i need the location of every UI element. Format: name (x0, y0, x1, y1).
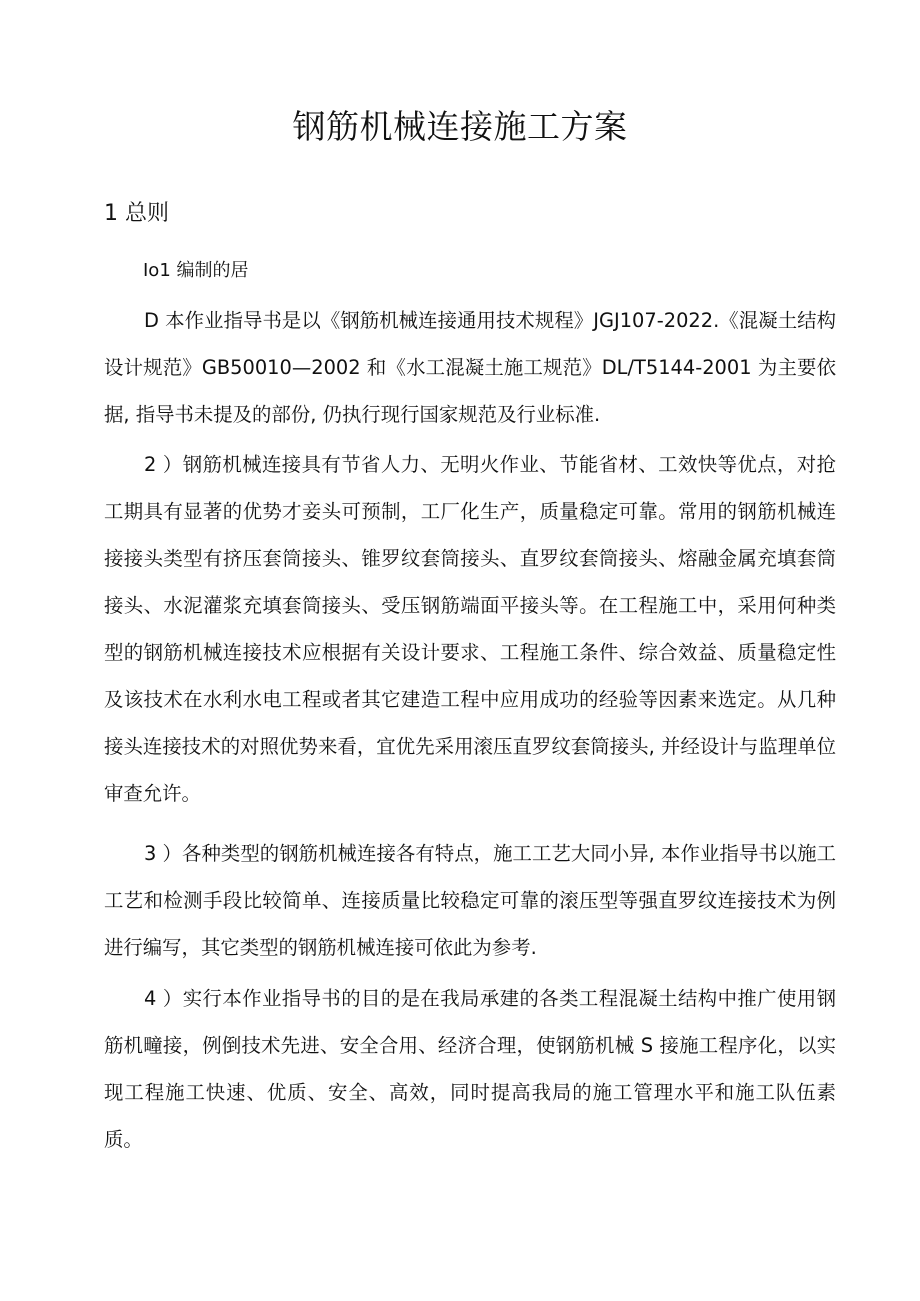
document-title: 钢筋机械连接施工方案 (292, 107, 628, 146)
section-heading: 1 总则 (104, 201, 169, 226)
paragraph-1: D 本作业指导书是以《钢筋机械连接通用技术规程》JGJ107-2022.《混凝土结构设计规范》GB50010—2002 和《水工混凝土施工规范》DL/T5144-2001 为主要依据, 指导书未提及的部份, 仍执行现行国家规范及行业标准. (104, 309, 836, 426)
subsection-heading: Io1 编制的居 (143, 260, 249, 281)
paragraph-2: 2 ）钢筋机械连接具有节省人力、无明火作业、节能省材、工效快等优点，对抢工期具有显著的优势才妾头可预制，工厂化生产，质量稳定可靠。常用的钢筋机械连接接头类型有挤压套筒接头、锥罗纹套筒接头、直罗纹套筒接头、熔融金属充填套筒接头、水泥灌浆充填套筒接头、受压钢筋端面平接头等。在工程施工中，采用何种类型的钢筋机械连接技术应根据有关设计要求、工程施工条件、综合效益、质量稳定性及该技术在水利水电工程或者其它建造工程中应用成功的经验等因素来选定。从几种接头连接技术的对照优势来看，宜优先采用滚压直罗纹套筒接头, 并经设计与监理单位审查允许。 (104, 453, 836, 805)
paragraph-3: 3 ）各种类型的钢筋机械连接各有特点，施工工艺大同小异, 本作业指导书以施工工艺和检测手段比较简单、连接质量比较稳定可靠的滚压型等强直罗纹连接技术为例进行编写，其它类型的钢筋机械连接可依此为参考. (104, 842, 836, 959)
paragraph-4: 4 ）实行本作业指导书的目的是在我局承建的各类工程混凝土结构中推广使用钢筋机疃接，例倒技术先进、安全合用、经济合理，使钢筋机械 S 接施工程序化，以实现工程施工快速、优质、安全、高效，同时提高我局的施工管理水平和施工队伍素质。 (104, 987, 836, 1151)
